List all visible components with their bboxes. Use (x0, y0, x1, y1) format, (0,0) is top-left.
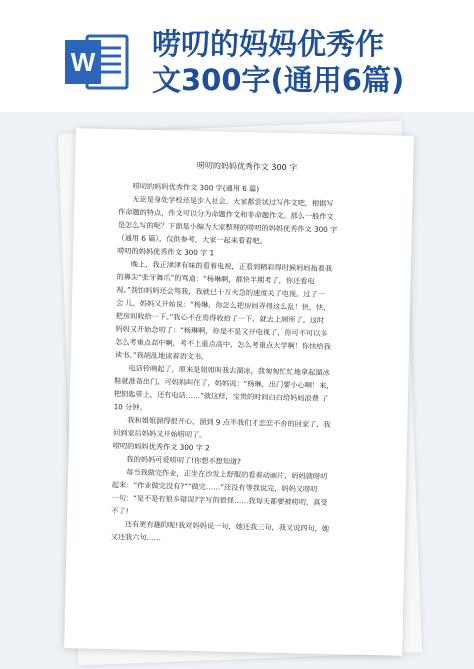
paragraph-line: 电话铃响起了，原来是姐姐叫我去溜冰，我匆匆忙忙地拿起溜冰 (128, 363, 330, 378)
paragraph-line: 读书。”我胡乱地读着语文书。 (114, 350, 209, 362)
paragraph-line: （通用 6 篇），仅供参考，大家一起来看看吧。 (117, 233, 267, 246)
document-lines (111, 179, 375, 549)
page-title-line-1: 唠叨的妈妈优秀作 (152, 27, 385, 61)
paragraph-line: 又还我六句…… (110, 532, 162, 543)
paragraph-line: 不了! (111, 506, 129, 516)
paragraph-line: 起来：“作业做完没有?”“做完……”还没有等我说完，妈妈又唠叨 (111, 480, 318, 494)
page-title (152, 26, 452, 98)
paragraph-line: 晚上，我正津津有味的看着电视，正看到精彩得时候妈妈指着我 (130, 259, 333, 274)
word-icon-letter: W (70, 47, 96, 77)
paragraph-line: 10 分钟。 (113, 402, 147, 412)
paragraph-line: 我的妈妈可爱唠叨了!你想不想知道? (126, 454, 242, 467)
word-document-icon (63, 30, 129, 94)
paragraph-line: 视。”我怕妈妈还会骂我，我就已十万火急的速度关了电视。过了一 (116, 285, 325, 299)
paragraph-line: 怎么考重点高中啊，考不上重点高中，怎么考重点大学啊！你快给我 (115, 337, 331, 352)
paragraph-line: 还有更有趣的呢!我对妈妈说一句，她还我三句，我又说四句，她 (124, 519, 330, 534)
document-body (111, 157, 376, 549)
paragraph-line: 是怎么写的呢？下面是小编为大家整理的唠叨的妈妈优秀作文 300 字 (117, 220, 338, 235)
paragraph-line: 妈妈又开始念叨了：“杨琳啊，你是不是又开电视了，你可不可以多 (115, 324, 328, 338)
paragraph-line: 会 儿，妈妈又开始说：“杨琳，你怎么把房间弄得这么乱！快，快， (115, 298, 331, 313)
paragraph-line: 无论是身处学校还是步入社会，大家都尝试过写作文吧，根据写 (132, 194, 334, 209)
paragraph-line: 把钥匙带上，还有电话……”就这样，宝贵的时间白白给妈妈浪费 了 (113, 389, 329, 404)
document-page (64, 128, 414, 656)
section-heading: 唠叨的妈妈优秀作文 300 字 1 (117, 246, 215, 258)
document-title: 唠叨的妈妈优秀作文 300 字 (196, 160, 298, 173)
paragraph-line: 作命题的特点，作文可以分为命题作文和非命题作文。那么一般作文 (117, 207, 334, 222)
paragraph-line: 我和姐姐溜得很开心，溜到 9 点半我们才恋恋不舍的回家了，我 (127, 415, 331, 430)
paragraph-line: 回到家后妈妈又开始唠叨了。 (112, 428, 207, 440)
section-heading: 唠叨的妈妈优秀作文 300 字 2 (112, 441, 210, 453)
page-title-line-2: 文300字(通用6篇) (152, 63, 405, 97)
paragraph-line: 唠叨的妈妈优秀作文 300 字(通用 6 篇) (132, 181, 260, 194)
paragraph-line: 每当我做完作业，正坐在沙发上舒服的看着动画片，妈妈就唠叨 (126, 467, 328, 482)
paragraph-line: 的鼻尖“张牙舞爪”的骂道：“杨琳啊，都快半期考了，你还看电 (116, 272, 315, 286)
paragraph-line: 鞋就准备出门，可妈妈叫住了，妈妈说：“杨琳，出门要小心啊！来， (114, 376, 334, 391)
page-header (0, 0, 474, 112)
paragraph-line: 一句：“是不是有很多错误?字写的很怪……我每天都要被唠叨，真受 (111, 493, 328, 508)
paragraph-line: 把房间收拾一下。”我心不在焉得收拾了一下，就去上厕所了。这时 (115, 311, 325, 325)
